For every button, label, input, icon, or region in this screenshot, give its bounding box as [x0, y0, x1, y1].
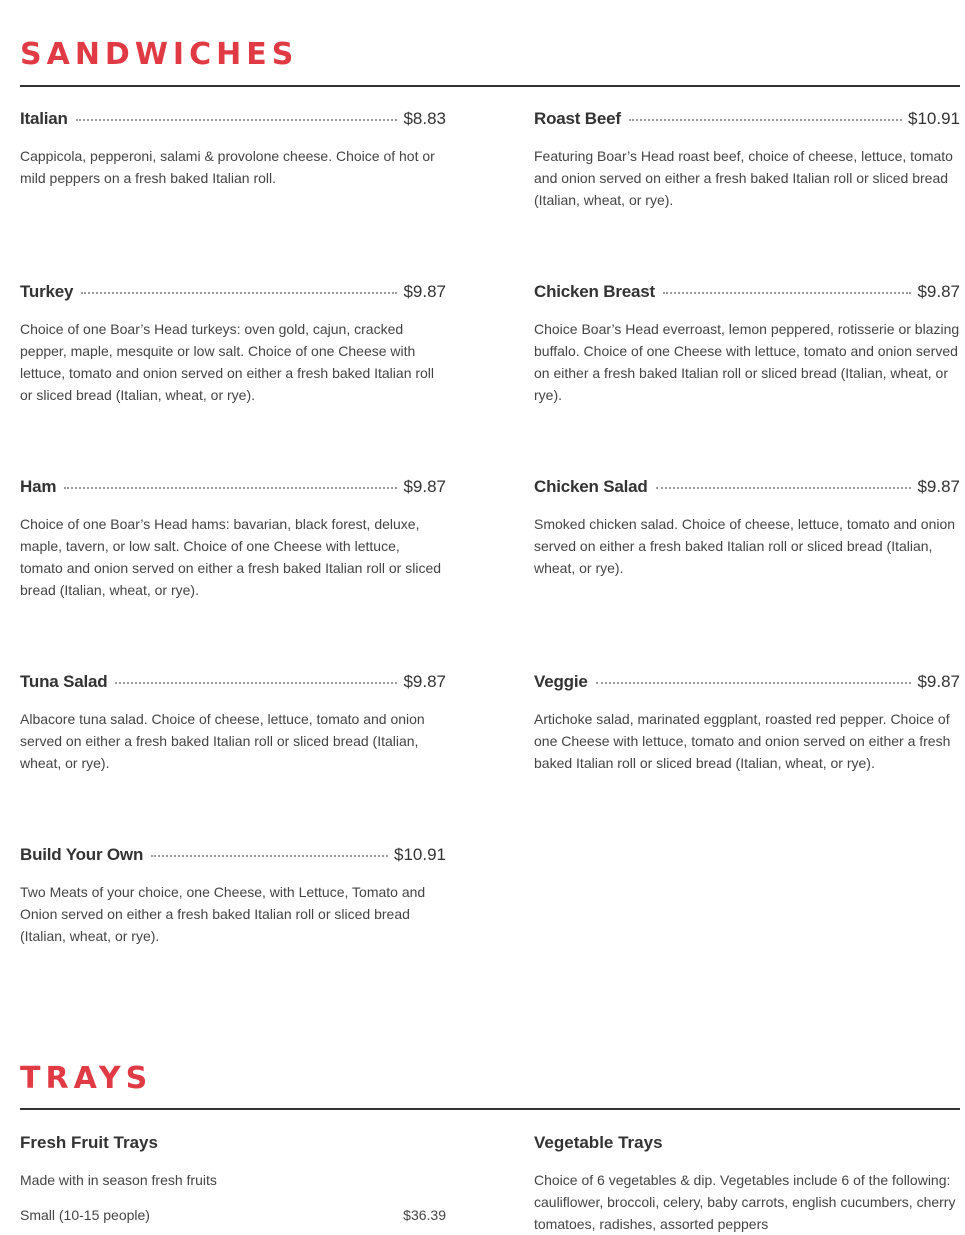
- tray-description: Made with in season fresh fruits: [20, 1172, 217, 1188]
- section-divider: [20, 85, 960, 87]
- tray-size-option: [20, 1207, 446, 1223]
- item-name: Italian: [20, 109, 68, 128]
- item-description: Two Meats of your choice, one Cheese, with Lettuce, Tomato and Onion served on either a fresh baked Italian roll or sliced bread (Italian, wheat, or rye).: [20, 884, 426, 944]
- item-description: Choice of one Boar’s Head turkeys: oven gold, cajun, cracked pepper, maple, mesquite or low salt. Choice of one Cheese with lettuce, tomato and onion served on either a fresh baked Italian roll or sliced bread (Italian, wheat, or rye).: [20, 321, 435, 403]
- tray-description: Choice of 6 vegetables & dip. Vegetables include 6 of the following: cauliflower, broccoli, celery, baby carrots, english cucumbers, cherry tomatoes, radishes, assorted peppers: [534, 1172, 956, 1232]
- menu-item-italian: [20, 109, 446, 189]
- sandwiches-heading: SANDWICHES: [20, 37, 299, 72]
- dot-leader: [663, 292, 911, 294]
- trays-heading: TRAYS: [20, 1061, 153, 1096]
- tray-size-price: $36.39: [403, 1207, 446, 1223]
- item-description: Albacore tuna salad. Choice of cheese, lettuce, tomato and onion served on either a fresh baked Italian roll or sliced bread (Italian, wheat, or rye).: [20, 711, 425, 771]
- item-description: Cappicola, pepperoni, salami & provolone cheese. Choice of hot or mild peppers on a fresh baked Italian roll.: [20, 148, 435, 186]
- menu-item-tuna-salad: [20, 672, 446, 774]
- item-name: Turkey: [20, 282, 74, 301]
- item-name: Veggie: [534, 672, 588, 691]
- item-price: $10.91: [394, 845, 446, 864]
- dot-leader: [656, 487, 912, 489]
- tray-size-label: Small (10-15 people): [20, 1207, 150, 1223]
- item-name: Roast Beef: [534, 109, 621, 128]
- dot-leader: [629, 119, 902, 121]
- dot-leader: [81, 292, 397, 294]
- item-price: $9.87: [403, 672, 446, 691]
- item-description: Choice of one Boar’s Head hams: bavarian, black forest, deluxe, maple, tavern, or low salt. Choice of one Cheese with lettuce, tomato and onion served on either a fresh baked Italian roll or sliced bread (Italian, wheat, or rye).: [20, 516, 442, 598]
- dot-leader: [115, 682, 397, 684]
- item-name: Chicken Salad: [534, 477, 648, 496]
- section-divider: [20, 1108, 960, 1110]
- menu-item-chicken-breast: [534, 282, 960, 406]
- item-description: Choice Boar’s Head everroast, lemon peppered, rotisserie or blazing buffalo. Choice of one Cheese with lettuce, tomato and onion served on either a fresh baked Italian roll or sliced bread (Italian, wheat, or rye).: [534, 321, 960, 403]
- item-price: $10.91: [908, 109, 960, 128]
- item-name: Tuna Salad: [20, 672, 108, 691]
- item-price: $8.83: [403, 109, 446, 128]
- dot-leader: [76, 119, 398, 121]
- item-price: $9.87: [917, 282, 960, 301]
- menu-item-build-your-own: [20, 845, 446, 947]
- tray-fresh-fruit: [20, 1133, 446, 1223]
- tray-vegetable: [534, 1133, 960, 1235]
- menu-item-ham: [20, 477, 446, 601]
- dot-leader: [64, 487, 397, 489]
- menu-item-turkey: [20, 282, 446, 406]
- item-name: Chicken Breast: [534, 282, 655, 301]
- item-description: Featuring Boar’s Head roast beef, choice of cheese, lettuce, tomato and onion served on either a fresh baked Italian roll or sliced bread (Italian, wheat, or rye).: [534, 148, 953, 208]
- item-name: Build Your Own: [20, 845, 144, 864]
- tray-name: Vegetable Trays: [534, 1133, 663, 1152]
- item-price: $9.87: [917, 672, 960, 691]
- item-price: $9.87: [403, 282, 446, 301]
- dot-leader: [596, 682, 912, 684]
- menu-item-chicken-salad: [534, 477, 960, 579]
- item-description: Smoked chicken salad. Choice of cheese, lettuce, tomato and onion served on either a fresh baked Italian roll or sliced bread (Italian, wheat, or rye).: [534, 516, 956, 576]
- item-description: Artichoke salad, marinated eggplant, roasted red pepper. Choice of one Cheese with lettuce, tomato and onion served on either a fresh baked Italian roll or sliced bread (Italian, wheat, or rye).: [534, 711, 951, 771]
- item-price: $9.87: [917, 477, 960, 496]
- menu-item-roast-beef: [534, 109, 960, 211]
- item-price: $9.87: [403, 477, 446, 496]
- item-name: Ham: [20, 477, 57, 496]
- menu-item-veggie: [534, 672, 960, 774]
- dot-leader: [151, 855, 388, 857]
- tray-name: Fresh Fruit Trays: [20, 1133, 158, 1152]
